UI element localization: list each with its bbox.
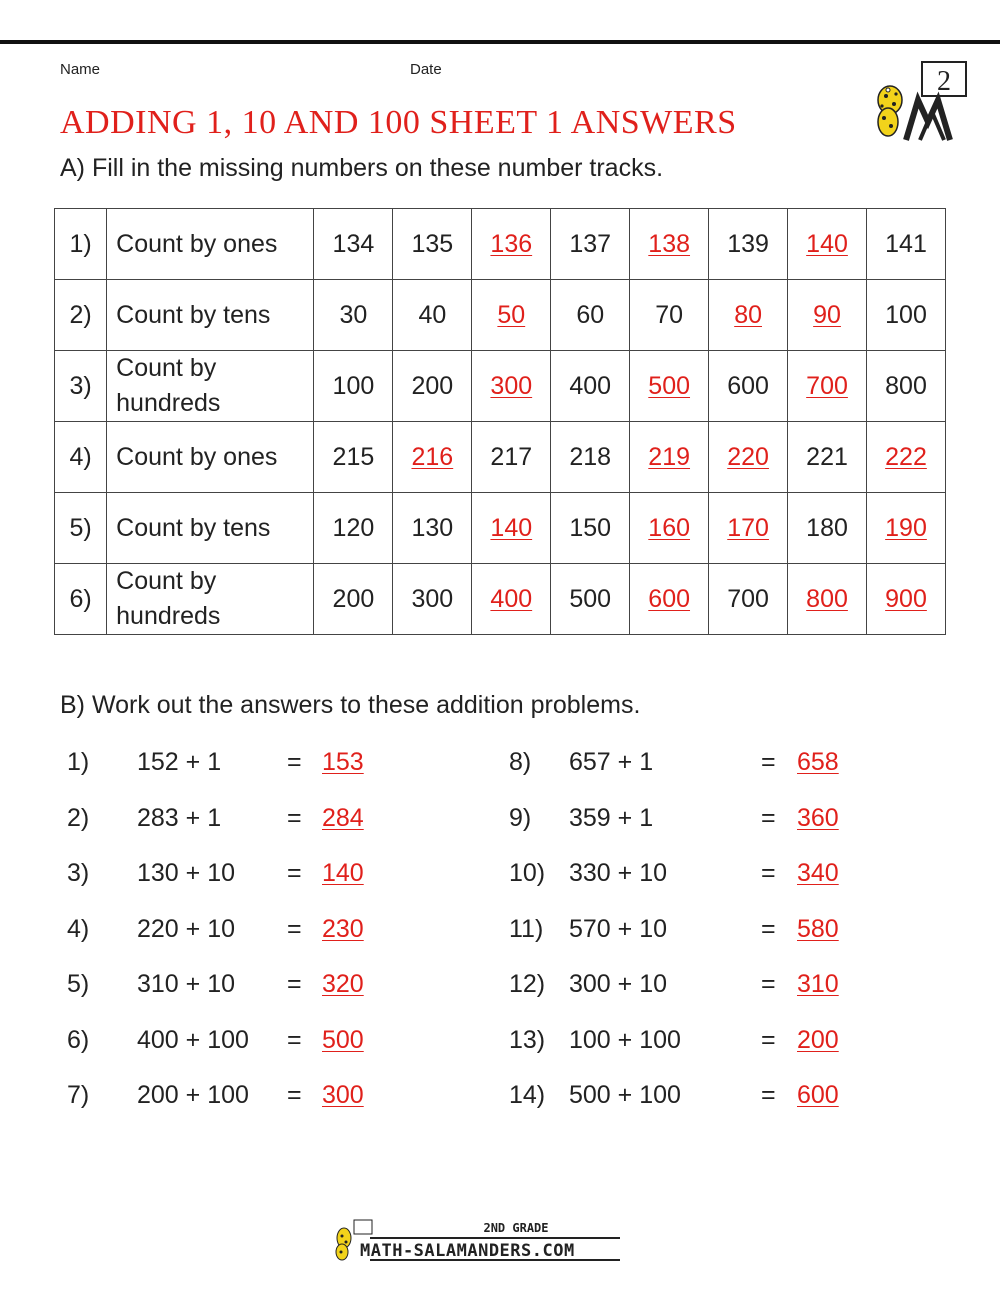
track-given-cell [551,280,630,351]
track-given-cell [867,209,946,280]
problem-number: 3) [67,859,90,887]
problem-number: 10) [509,859,546,887]
addition-problem [67,804,427,836]
equals-sign: = [761,748,776,776]
problem-expression: 330 + 10 [569,859,668,887]
equals-sign: = [761,914,776,943]
track-answer-value: 220 [727,442,769,471]
addition-problem [509,748,869,780]
track-given-cell [314,280,393,351]
track-given-value: 60 [576,300,605,329]
section-a-instruction: A) Fill in the missing numbers on these number tracks. [60,154,664,182]
problem-answer: 230 [322,914,364,943]
track-answer-value: 140 [490,513,533,542]
track-answer-value: 216 [411,442,454,471]
equals-sign: = [287,1081,302,1109]
track-given-cell [393,209,472,280]
problem-answer: 360 [797,803,839,832]
equals-sign: = [287,803,302,832]
track-given-cell [630,280,709,351]
problem-answer: 580 [797,914,839,943]
problem-number: 2) [67,803,90,832]
problem-expression: 283 + 1 [137,803,222,832]
track-given-value: 120 [332,513,375,542]
section-b-instruction: B) Work out the answers to these addition problems. [60,691,641,719]
track-answer-value: 190 [885,513,927,542]
problem-answer: 320 [322,970,364,998]
equals-sign: = [287,1025,302,1054]
track-row-label: Count by tens [107,280,314,351]
track-answer-value: 400 [490,584,533,613]
track-answer-value: 500 [648,371,691,400]
track-row [55,351,946,422]
track-given-value: 134 [332,229,375,258]
track-answer-cell [472,493,551,564]
equals-sign: = [287,748,302,776]
track-given-value: 137 [569,229,612,258]
addition-problem [67,1026,427,1058]
problem-number: 14) [509,1081,546,1109]
track-given-cell [551,209,630,280]
track-answer-value: 138 [648,229,691,258]
track-given-cell [551,422,630,493]
track-answer-value: 136 [490,229,533,258]
track-given-cell [314,422,393,493]
track-given-cell [393,564,472,635]
track-given-value: 217 [490,442,533,471]
track-answer-cell [630,209,709,280]
addition-problem [67,915,427,947]
problem-number: 12) [509,970,546,998]
addition-problem [509,859,869,891]
footer-site: MATH-SALAMANDERS.COM [360,1241,575,1261]
track-given-cell [393,351,472,422]
track-given-cell [314,564,393,635]
logo-badge: 2 [937,66,951,97]
track-row-number: 6) [55,564,107,635]
track-row-label: Count by ones [107,422,314,493]
track-answer-cell [630,493,709,564]
track-given-cell [788,422,867,493]
track-given-value: 139 [727,229,769,258]
equals-sign: = [287,914,302,943]
track-given-value: 700 [727,584,769,613]
track-given-value: 215 [332,442,375,471]
track-answer-value: 219 [648,442,691,471]
track-given-cell [314,351,393,422]
track-answer-cell [867,493,946,564]
track-answer-cell [709,280,788,351]
addition-problem [67,859,427,891]
date-label: Date [410,61,442,78]
equals-sign: = [761,1081,776,1109]
track-given-value: 500 [569,584,612,613]
track-given-value: 100 [332,371,375,400]
addition-problem [67,748,427,780]
addition-problem [509,970,869,1002]
track-answer-cell [393,422,472,493]
problem-expression: 359 + 1 [569,803,654,832]
track-given-cell [551,351,630,422]
track-answer-value: 300 [490,371,533,400]
problem-number: 1) [67,748,90,776]
track-row-number: 4) [55,422,107,493]
track-given-value: 200 [411,371,454,400]
track-given-cell [709,209,788,280]
track-row-label: Count by ones [107,209,314,280]
salamander-logo [866,60,970,144]
problem-number: 7) [67,1081,90,1109]
track-given-value: 218 [569,442,612,471]
equals-sign: = [287,970,302,998]
track-answer-cell [630,422,709,493]
track-given-cell [314,209,393,280]
problem-answer: 300 [322,1081,364,1109]
problem-number: 11) [509,914,544,943]
track-answer-value: 600 [648,584,691,613]
track-answer-value: 90 [813,300,841,329]
track-given-cell [393,493,472,564]
track-given-value: 40 [418,300,447,329]
track-given-value: 150 [569,513,612,542]
addition-problem [509,915,869,947]
track-given-value: 200 [332,584,375,613]
problem-expression: 152 + 1 [137,748,222,776]
track-row-label: Count by tens [107,493,314,564]
track-given-cell [709,351,788,422]
track-given-cell [472,422,551,493]
footer-grade: 2ND GRADE [483,1221,549,1235]
track-answer-cell [472,209,551,280]
number-tracks-table [54,208,946,635]
track-row [55,209,946,280]
track-given-cell [393,280,472,351]
problem-answer: 500 [322,1025,364,1054]
problem-answer: 200 [797,1025,839,1054]
track-answer-value: 160 [648,513,691,542]
track-row-number: 5) [55,493,107,564]
track-given-value: 30 [339,300,368,329]
page-title: ADDING 1, 10 AND 100 SHEET 1 ANSWERS [60,104,737,141]
track-given-value: 100 [885,300,927,329]
track-row-number: 3) [55,351,107,422]
name-label: Name [60,61,101,78]
track-row [55,564,946,635]
track-given-value: 800 [885,371,927,400]
top-rule [0,40,1000,44]
track-answer-cell [630,351,709,422]
track-answer-cell [788,564,867,635]
track-row [55,422,946,493]
track-row [55,280,946,351]
track-answer-cell [472,564,551,635]
problem-expression: 400 + 100 [137,1025,249,1054]
track-answer-value: 900 [885,584,927,613]
track-answer-cell [867,422,946,493]
problem-number: 13) [509,1025,546,1054]
problem-number: 4) [67,914,90,943]
track-given-value: 400 [569,371,612,400]
track-answer-cell [630,564,709,635]
problem-answer: 284 [322,803,364,832]
track-given-value: 135 [411,229,454,258]
track-answer-cell [788,351,867,422]
track-answer-value: 80 [734,300,762,329]
track-answer-cell [709,493,788,564]
track-row-label: Count by hundreds [107,351,314,422]
problem-expression: 657 + 1 [569,748,654,776]
problem-number: 6) [67,1025,90,1054]
problem-expression: 220 + 10 [137,914,236,943]
addition-problem [509,1026,869,1058]
track-given-cell [867,351,946,422]
track-row-number: 1) [55,209,107,280]
track-answer-cell [472,280,551,351]
track-given-cell [551,564,630,635]
problem-answer: 600 [797,1081,839,1109]
track-answer-cell [788,280,867,351]
track-row-number: 2) [55,280,107,351]
equals-sign: = [761,803,776,832]
track-given-value: 180 [806,513,848,542]
equals-sign: = [761,1025,776,1054]
track-answer-cell [788,209,867,280]
problem-expression: 130 + 10 [137,859,236,887]
track-given-value: 70 [655,300,684,329]
problem-answer: 153 [322,748,364,776]
track-answer-value: 50 [497,300,526,329]
track-answer-value: 140 [806,229,848,258]
problem-number: 8) [509,748,532,776]
track-given-value: 141 [885,229,927,258]
track-row-label: Count by hundreds [107,564,314,635]
track-answer-value: 800 [806,584,848,613]
problem-answer: 340 [797,859,839,887]
track-given-value: 130 [411,513,454,542]
track-answer-cell [472,351,551,422]
track-given-value: 221 [806,442,848,471]
track-answer-cell [867,564,946,635]
addition-problem [67,970,427,1002]
addition-problem [509,804,869,836]
footer-logo [330,1218,630,1262]
problem-answer: 140 [322,859,364,887]
problem-answer: 310 [797,970,839,998]
track-answer-value: 170 [727,513,769,542]
problem-answer: 658 [797,748,839,776]
addition-problem [67,1081,427,1113]
track-answer-value: 700 [806,371,848,400]
problem-expression: 100 + 100 [569,1025,681,1054]
track-answer-value: 222 [885,442,927,471]
equals-sign: = [761,859,776,887]
track-answer-cell [709,422,788,493]
problem-expression: 200 + 100 [137,1081,249,1109]
track-row [55,493,946,564]
track-given-value: 600 [727,371,769,400]
track-given-cell [788,493,867,564]
problem-expression: 310 + 10 [137,970,236,998]
problem-number: 5) [67,970,90,998]
addition-problem [509,1081,869,1113]
problem-number: 9) [509,803,532,832]
track-given-value: 300 [411,584,454,613]
track-given-cell [709,564,788,635]
problem-expression: 570 + 10 [569,914,668,943]
equals-sign: = [761,970,776,998]
track-given-cell [551,493,630,564]
track-given-cell [867,280,946,351]
track-given-cell [314,493,393,564]
problem-expression: 500 + 100 [569,1081,681,1109]
problem-expression: 300 + 10 [569,970,668,998]
equals-sign: = [287,859,302,887]
